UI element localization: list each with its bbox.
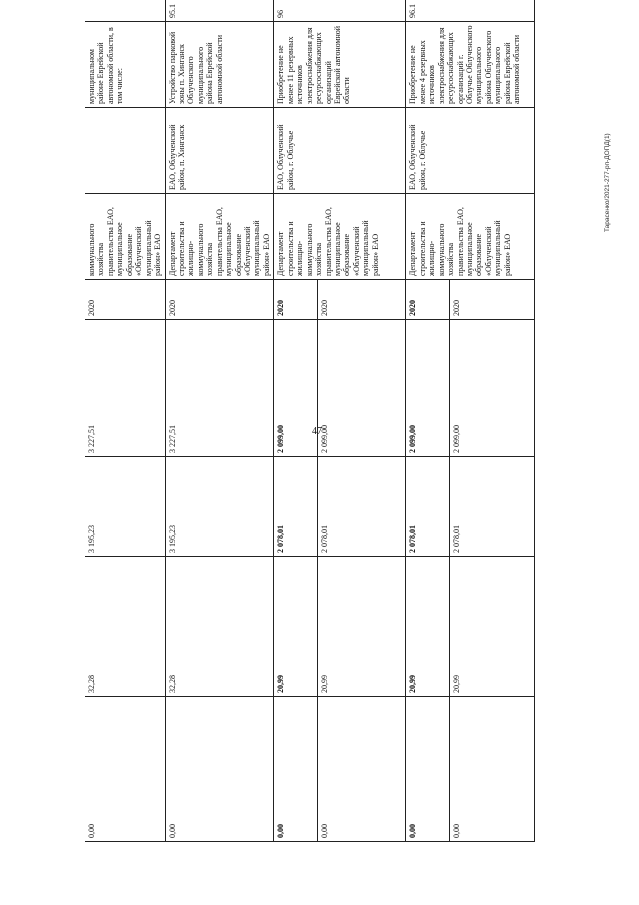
cell-year: 2020 xyxy=(406,280,450,320)
cell-total: 3 227,51 xyxy=(85,320,165,457)
cell-num: 95.1 xyxy=(165,0,274,22)
cell-v1: 2 078,01 xyxy=(274,457,318,557)
table-row-3 xyxy=(274,0,318,842)
budget-table xyxy=(85,0,535,842)
cell-location: ЕАО, Облученский район, п. Хинганск xyxy=(165,108,274,194)
cell-year: 2020 xyxy=(274,280,318,320)
cell-v3: 0,00 xyxy=(274,697,318,842)
cell-total: 2 099,00 xyxy=(406,320,450,457)
cell-v2: 20,99 xyxy=(318,557,406,697)
cell-name: Приобретение не менее 4 резервных источников электроснабжения для ресурсоснабжающих организаций г. Облучье Облученского муниципального района Облученского муниципального района Еврейской автономной области xyxy=(406,22,535,108)
cell-v3: 0,00 xyxy=(85,697,165,842)
cell-v1: 3 195,23 xyxy=(85,457,165,557)
cell-location: ЕАО, Облученский район, г. Облучье xyxy=(274,108,406,194)
cell-num: 96.1 xyxy=(406,0,535,22)
cell-year: 2020 xyxy=(318,280,406,320)
cell-num xyxy=(85,0,165,22)
cell-executor: Департамент строительства и жилищно-коммунального хозяйства правительства ЕАО, муниципальное образование «Облученский муниципальный район» ЕАО xyxy=(274,194,406,280)
cell-year: 2020 xyxy=(165,280,274,320)
cell-v3: 0,00 xyxy=(165,697,274,842)
cell-name: Приобретение не менее 11 резервных источников электроснабжения для ресурсоснабжающих организаций Еврейской автономной области xyxy=(274,22,406,108)
cell-total: 2 099,00 xyxy=(274,320,318,457)
cell-v2: 32,28 xyxy=(165,557,274,697)
table-row-2 xyxy=(165,0,274,842)
document-reference-text: Тарасенко/2021-277-рп-ДОПД(1) xyxy=(604,133,611,232)
cell-total: 2 099,00 xyxy=(318,320,406,457)
cell-year: 2020 xyxy=(85,280,165,320)
cell-v3: 0,00 xyxy=(318,697,406,842)
cell-executor: Департамент строительства и жилищно-коммунального хозяйства правительства ЕАО, муниципальное образование «Облученский муниципальный район» ЕАО xyxy=(406,194,535,280)
cell-v2: 20,99 xyxy=(450,557,535,697)
cell-num: 96 xyxy=(274,0,406,22)
cell-location xyxy=(85,108,165,194)
cell-v3: 0,00 xyxy=(406,697,450,842)
cell-total: 3 227,51 xyxy=(165,320,274,457)
document-reference xyxy=(604,4,616,234)
table-row-1 xyxy=(85,0,165,842)
page-number: 47 xyxy=(312,426,322,437)
cell-year: 2020 xyxy=(450,280,535,320)
cell-v1: 2 078,01 xyxy=(318,457,406,557)
cell-name: Устройство парковой зоны п. Хинганск Облученского муниципального района Еврейской автономной области xyxy=(165,22,274,108)
cell-executor: коммунального хозяйства правительства ЕАО, муниципальное образование «Облученский муниципальный район» ЕАО xyxy=(85,194,165,280)
cell-total: 2 099,00 xyxy=(450,320,535,457)
cell-location: ЕАО, Облученский район, г. Облучье xyxy=(406,108,535,194)
cell-v2: 20,99 xyxy=(274,557,318,697)
cell-v1: 2 078,01 xyxy=(406,457,450,557)
table-row-5 xyxy=(406,0,450,842)
cell-v1: 3 195,23 xyxy=(165,457,274,557)
cell-v2: 20,99 xyxy=(406,557,450,697)
cell-v2: 32,28 xyxy=(85,557,165,697)
cell-v3: 0,00 xyxy=(450,697,535,842)
cell-v1: 2 078,01 xyxy=(450,457,535,557)
cell-executor: Департамент строительства и жилищно-коммунального хозяйства правительства ЕАО, муниципальное образование «Облученский муниципальный район» ЕАО xyxy=(165,194,274,280)
cell-name: муниципальном районе Еврейской автономной области, в том числе: xyxy=(85,22,165,108)
